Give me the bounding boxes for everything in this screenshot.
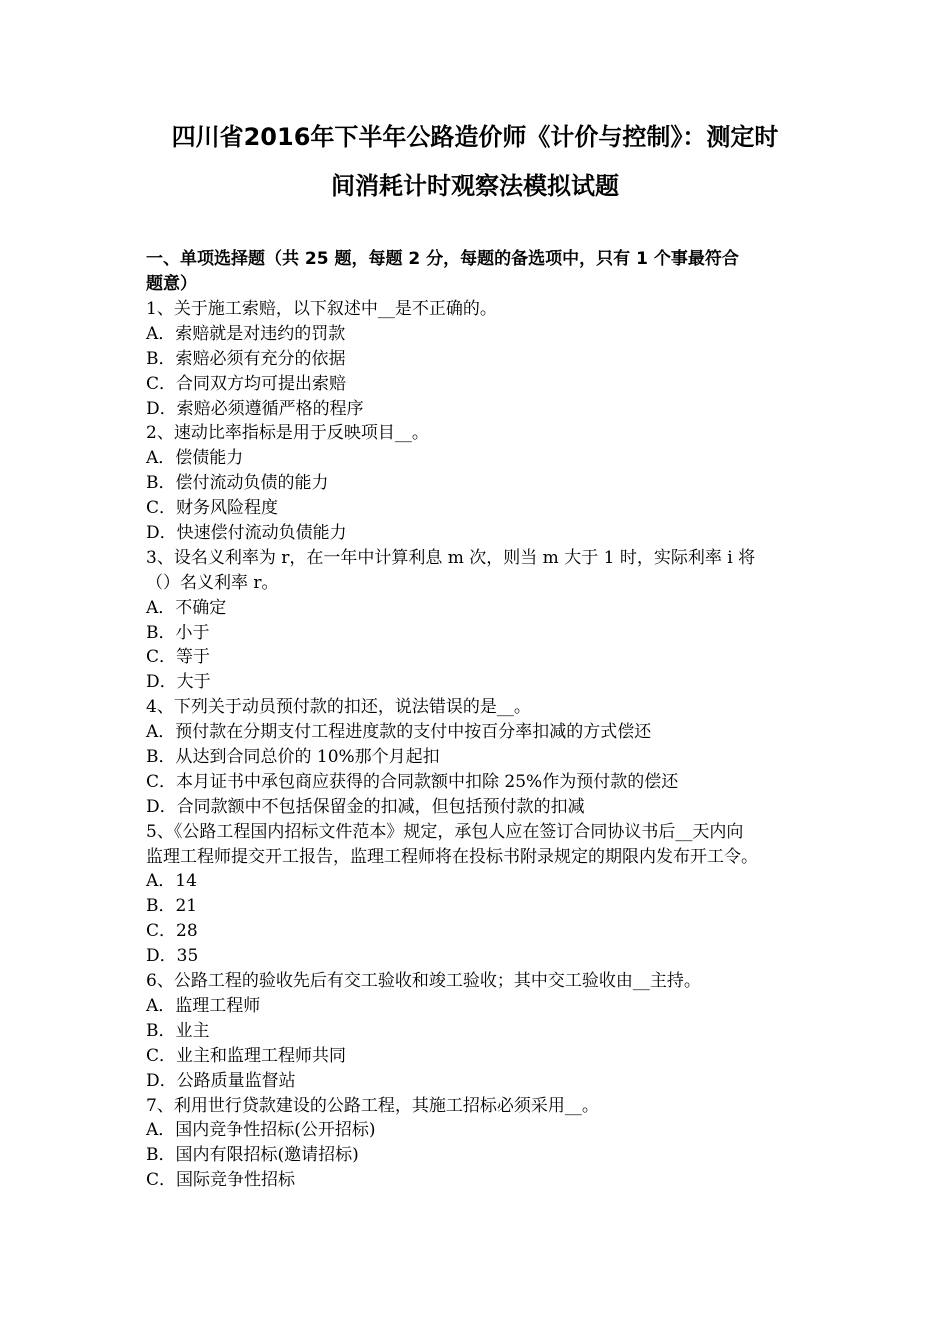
section-heading-line-1: 一、单项选择题（共 25 题，每题 2 分，每题的备选项中，只有 1 个事最符合: [146, 249, 739, 269]
option-2c: C．财务风险程度: [146, 498, 279, 519]
option-6a: A．监理工程师: [146, 995, 261, 1016]
option-2b: B．偿付流动负债的能力: [146, 473, 329, 494]
option-4c: C．本月证书中承包商应获得的合同款额中扣除 25%作为预付款的偿还: [146, 771, 679, 792]
document-title-line-2: 间消耗计时观察法模拟试题: [331, 172, 619, 200]
question-2: 2、速动比率指标是用于反映项目__。: [146, 423, 429, 444]
option-6c: C．业主和监理工程师共同: [146, 1045, 347, 1066]
question-5: 5、《公路工程国内招标文件范本》规定，承包人应在签订合同协议书后__天内向: [146, 821, 744, 842]
section-heading: [146, 247, 814, 297]
option-7c: C．国际竞争性招标: [146, 1170, 296, 1191]
option-5a: A．14: [146, 871, 197, 892]
option-1c: C．合同双方均可提出索赔: [146, 373, 347, 394]
question-list: [146, 297, 826, 1193]
option-5d: D．35: [146, 946, 199, 967]
option-7b: B．国内有限招标(邀请招标): [146, 1145, 359, 1166]
option-2a: A．偿债能力: [146, 448, 244, 469]
option-3a: A．不确定: [146, 597, 227, 618]
question-3-continued: （）名义利率 r。: [146, 572, 279, 593]
option-4d: D．合同款额中不包括保留金的扣减，但包括预付款的扣减: [146, 796, 585, 817]
question-1: 1、关于施工索赔，以下叙述中__是不正确的。: [146, 299, 497, 319]
option-5c: C．28: [146, 921, 198, 942]
option-5b: B．21: [146, 896, 198, 917]
option-1b: B．索赔必须有充分的依据: [146, 348, 346, 369]
question-7: 7、利用世行贷款建设的公路工程，其施工招标必须采用__。: [146, 1095, 599, 1116]
document-title-line-1: 四川省2016年下半年公路造价师《计价与控制》：测定时: [171, 123, 779, 151]
option-4b: B．从达到合同总价的 10%那个月起扣: [146, 747, 440, 768]
option-1d: D．索赔必须遵循严格的程序: [146, 398, 364, 419]
option-3d: D．大于: [146, 672, 211, 693]
option-2d: D．快速偿付流动负债能力: [146, 523, 347, 544]
question-3: 3、设名义利率为 r，在一年中计算利息 m 次，则当 m 大于 1 时，实际利率 i 将: [146, 547, 756, 568]
option-7a: A．国内竞争性招标(公开招标): [146, 1120, 376, 1141]
section-heading-line-2: 题意）: [146, 274, 197, 294]
option-3c: C．等于: [146, 647, 211, 668]
option-4a: A．预付款在分期支付工程进度款的支付中按百分率扣减的方式偿还: [146, 722, 652, 743]
option-3b: B．小于: [146, 622, 210, 643]
question-5-continued: 监理工程师提交开工报告，监理工程师将在投标书附录规定的期限内发布开工令。: [146, 846, 758, 867]
question-4: 4、下列关于动员预付款的扣还，说法错误的是__。: [146, 697, 531, 718]
question-6: 6、公路工程的验收先后有交工验收和竣工验收；其中交工验收由__主持。: [146, 971, 701, 992]
option-1a: A．索赔就是对违约的罚款: [146, 323, 346, 344]
option-6d: D．公路质量监督站: [146, 1070, 296, 1091]
option-6b: B．业主: [146, 1020, 210, 1041]
